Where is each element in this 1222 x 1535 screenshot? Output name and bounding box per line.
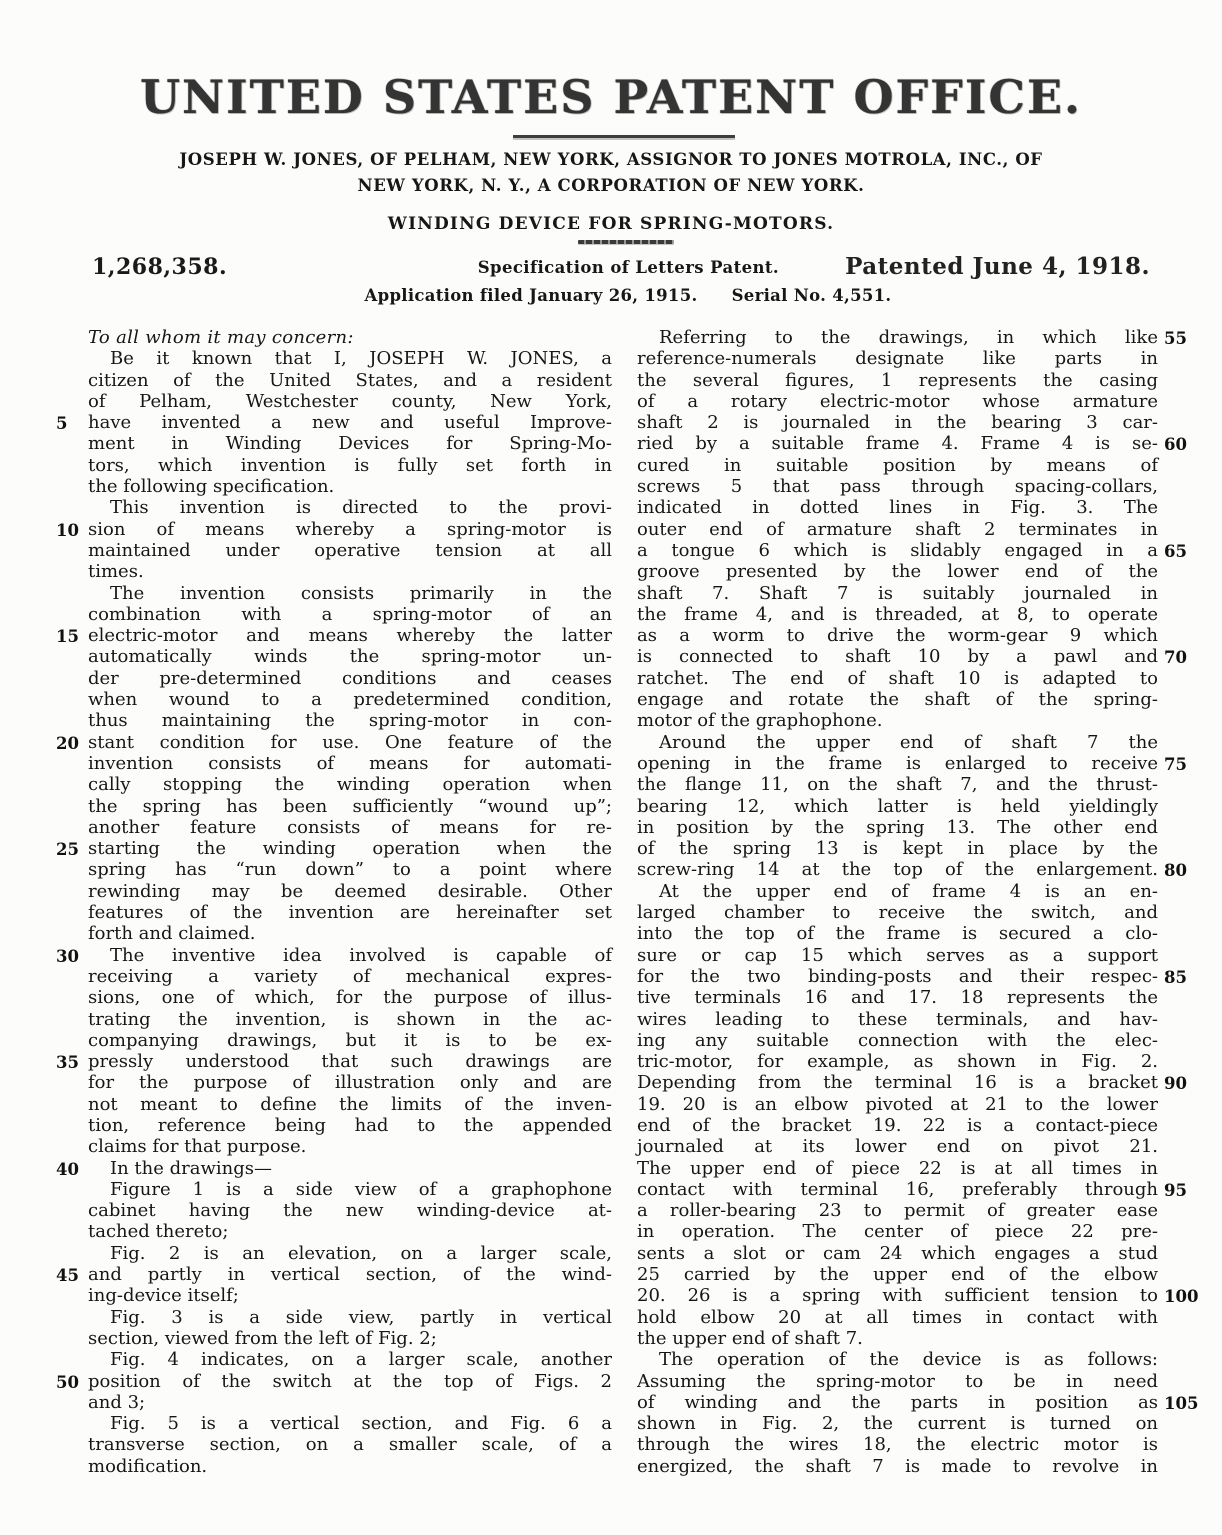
- page-title: UNITED STATES PATENT OFFICE.: [139, 70, 1083, 124]
- line-number: 60: [1164, 435, 1187, 455]
- text-line: tion, reference being had to the appended: [88, 1114, 612, 1136]
- text-line: The operation of the device is as follows:: [659, 1349, 1158, 1371]
- line-number: 90: [1164, 1074, 1187, 1094]
- text-line: To all whom it may concern:: [88, 327, 354, 348]
- text-line: energized, the shaft 7 is made to revolve in: [637, 1455, 1158, 1477]
- application-filed: Application filed January 26, 1915.: [364, 286, 698, 305]
- text-line: tive terminals 16 and 17. 18 represents the: [637, 987, 1158, 1009]
- text-line: wires leading to these terminals, and hav-: [637, 1008, 1158, 1030]
- text-line: tors, which invention is fully set forth in: [88, 454, 612, 476]
- text-line: At the upper end of frame 4 is an en-: [659, 880, 1158, 902]
- text-line: screws 5 that pass through spacing-collars,: [637, 476, 1158, 498]
- text-line: 45 and partly in vertical section, of the wind-: [56, 1264, 612, 1286]
- text-line: of Pelham, Westchester county, New York,: [88, 390, 612, 412]
- text-line: 75 opening in the frame is enlarged to receive: [637, 753, 1158, 774]
- text-line: 35 pressly understood that such drawings are: [56, 1051, 612, 1073]
- text-line: 90 Depending from the terminal 16 is a bracket: [637, 1072, 1158, 1093]
- line-number: 100: [1164, 1287, 1199, 1307]
- text-line: sents a slot or cam 24 which engages a stud: [637, 1242, 1158, 1264]
- text-line: Be it known that I, JOSEPH W. JONES, a: [110, 348, 612, 370]
- text-line: spring has “run down” to a point where: [88, 859, 612, 881]
- text-line: The upper end of piece 22 is at all times in: [637, 1157, 1158, 1179]
- text-line: section, viewed from the left of Fig. 2;: [88, 1327, 437, 1349]
- line-number: 40: [56, 1159, 79, 1179]
- text-line: 20 stant condition for use. One feature of the: [56, 731, 612, 753]
- invention-title: WINDING DEVICE FOR SPRING-MOTORS.: [387, 214, 835, 234]
- text-line: Fig. 4 indicates, on a larger scale, another: [110, 1349, 612, 1371]
- text-line: 19. 20 is an elbow pivoted at 21 to the lower: [637, 1093, 1158, 1115]
- text-line: in position by the spring 13. The other end: [637, 816, 1158, 838]
- text-line: journaled at its lower end on pivot 21.: [637, 1136, 1158, 1158]
- text-line: hold elbow 20 at all times in contact with: [637, 1306, 1158, 1328]
- text-line: into the top of the frame is secured a clo-: [637, 923, 1158, 945]
- text-line: tached thereto;: [88, 1221, 229, 1243]
- text-line: 100 20. 26 is a spring with sufficient tension to: [637, 1285, 1158, 1306]
- line-number: 85: [1164, 967, 1187, 987]
- text-line: bearing 12, which latter is held yieldingly: [637, 795, 1158, 817]
- text-line: 105 of winding and the parts in position as: [637, 1392, 1158, 1413]
- line-number: 35: [56, 1053, 79, 1073]
- text-line: the spring has been sufficiently “wound up”;: [88, 795, 612, 817]
- text-line: shown in Fig. 2, the current is turned on: [637, 1413, 1158, 1435]
- text-line: the several figures, 1 represents the casing: [637, 369, 1158, 391]
- text-line: of a rotary electric-motor whose armature: [637, 390, 1158, 412]
- text-line: a roller-bearing 23 to permit of greater ease: [637, 1200, 1158, 1222]
- text-line: sions, one of which, for the purpose of illus-: [88, 987, 612, 1009]
- text-line: the flange 11, on the shaft 7, and the thrust-: [637, 774, 1158, 796]
- text-line: 95 contact with terminal 16, preferably through: [637, 1179, 1158, 1200]
- text-line: through the wires 18, the electric motor is: [637, 1434, 1158, 1456]
- text-line: the following specification.: [88, 476, 335, 498]
- text-line: 25 carried by the upper end of the elbow: [637, 1264, 1158, 1286]
- text-line: receiving a variety of mechanical expres-: [88, 965, 612, 987]
- line-number: 95: [1164, 1180, 1187, 1200]
- text-line: 30 The inventive idea involved is capable of: [56, 944, 612, 966]
- line-number: 25: [56, 840, 79, 860]
- line-number: 65: [1164, 541, 1187, 561]
- application-row: [0, 286, 1222, 305]
- text-line: cabinet having the new winding-device at-: [88, 1200, 612, 1222]
- specification-label: Specification of Letters Patent.: [477, 258, 780, 277]
- text-line: 5 have invented a new and useful Improve-: [56, 412, 612, 434]
- line-number: 20: [56, 733, 79, 753]
- text-line: cured in suitable position by means of: [637, 454, 1158, 476]
- text-line: forth and claimed.: [88, 923, 256, 945]
- text-line: Around the upper end of shaft 7 the: [659, 731, 1158, 753]
- text-line: another feature consists of means for re-: [88, 816, 612, 838]
- text-line: Fig. 2 is an elevation, on a larger scale,: [110, 1242, 612, 1264]
- patented-date: Patented June 4, 1918.: [845, 253, 1150, 280]
- line-number: 105: [1164, 1393, 1199, 1413]
- text-line: 65 a tongue 6 which is slidably engaged in a: [637, 540, 1158, 561]
- line-number: 50: [56, 1372, 79, 1392]
- text-line: reference-numerals designate like parts in: [637, 348, 1158, 370]
- text-line: the frame 4, and is threaded, at 8, to operate: [637, 603, 1158, 625]
- text-line: features of the invention are hereinafter set: [88, 902, 612, 924]
- text-line: shaft 2 is journaled in the bearing 3 car-: [637, 412, 1158, 434]
- serial-number: Serial No. 4,551.: [731, 286, 892, 305]
- text-line: 60 ried by a suitable frame 4. Frame 4 is se-: [637, 433, 1158, 454]
- text-line: transverse section, on a smaller scale, of a: [88, 1434, 612, 1456]
- text-line: modification.: [88, 1455, 208, 1477]
- text-line: motor of the graphophone.: [637, 710, 883, 732]
- text-line: 40 In the drawings—: [56, 1157, 272, 1179]
- text-line: sure or cap 15 which serves as a support: [637, 944, 1158, 966]
- text-line: thus maintaining the spring-motor in con-: [88, 710, 612, 732]
- text-line: and 3;: [88, 1391, 146, 1413]
- assignor-line-2: NEW YORK, N. Y., A CORPORATION OF NEW YORK.: [357, 176, 865, 195]
- text-line: groove presented by the lower end of the: [637, 561, 1158, 583]
- text-line: maintained under operative tension at all: [88, 539, 612, 561]
- text-line: as a worm to drive the worm-gear 9 which: [637, 625, 1158, 647]
- line-number: 80: [1164, 861, 1187, 881]
- text-line: This invention is directed to the provi-: [110, 497, 612, 519]
- right-column: [637, 327, 1199, 1477]
- left-column: [56, 327, 612, 1477]
- text-line: 25 starting the winding operation when the: [56, 838, 612, 860]
- line-number: 15: [56, 627, 79, 647]
- text-line: shaft 7. Shaft 7 is suitably journaled in: [637, 582, 1158, 604]
- text-line: Fig. 3 is a side view, partly in vertical: [110, 1306, 612, 1328]
- text-line: ing any suitable connection with the elec-: [637, 1029, 1158, 1051]
- text-line: for the purpose of illustration only and are: [88, 1072, 612, 1094]
- text-line: when wound to a predetermined condition,: [88, 689, 612, 711]
- text-line: times.: [88, 561, 144, 583]
- text-line: of the spring 13 is kept in place by the: [637, 838, 1158, 860]
- text-line: Figure 1 is a side view of a graphophone: [110, 1178, 612, 1200]
- text-line: der pre-determined conditions and ceases: [88, 667, 612, 689]
- text-line: companying drawings, but it is to be ex-: [88, 1029, 612, 1051]
- line-number: 30: [56, 946, 79, 966]
- text-line: citizen of the United States, and a resident: [88, 369, 612, 391]
- title-rule-divider: [513, 135, 735, 138]
- text-line: 70 is connected to shaft 10 by a pawl and: [637, 646, 1158, 667]
- assignor-line-1: JOSEPH W. JONES, OF PELHAM, NEW YORK, ASSIGNOR TO JONES MOTROLA, INC., OF: [179, 150, 1043, 169]
- text-line: 15 electric-motor and means whereby the latter: [56, 625, 612, 647]
- text-line: claims for that purpose.: [88, 1136, 307, 1158]
- line-number: 10: [56, 520, 79, 540]
- text-line: cally stopping the winding operation when: [88, 774, 612, 796]
- text-line: 85 for the two binding-posts and their respec-: [637, 966, 1158, 987]
- text-line: not meant to define the limits of the inven-: [88, 1093, 612, 1115]
- text-line: indicated in dotted lines in Fig. 3. The: [637, 497, 1158, 519]
- text-line: engage and rotate the shaft of the spring-: [637, 689, 1158, 711]
- text-line: ratchet. The end of shaft 10 is adapted to: [637, 667, 1158, 689]
- text-line: Fig. 5 is a vertical section, and Fig. 6 a: [110, 1413, 612, 1435]
- line-number: 75: [1164, 754, 1187, 774]
- patent-number: 1,268,358.: [92, 254, 228, 280]
- text-line: The invention consists primarily in the: [110, 582, 612, 604]
- text-line: 10 sion of means whereby a spring-motor is: [56, 518, 612, 540]
- text-line: Assuming the spring-motor to be in need: [637, 1370, 1158, 1392]
- text-line: ment in Winding Devices for Spring-Mo-: [88, 433, 612, 455]
- patent-meta-row: [92, 254, 1150, 284]
- text-line: ing-device itself;: [88, 1285, 239, 1307]
- text-line: 50 position of the switch at the top of Figs. 2: [56, 1370, 612, 1392]
- text-line: outer end of armature shaft 2 terminates in: [637, 518, 1158, 540]
- line-number: 45: [56, 1266, 79, 1286]
- line-number: 5: [56, 414, 68, 434]
- text-line: combination with a spring-motor of an: [88, 603, 612, 625]
- text-line: tric-motor, for example, as shown in Fig. 2.: [637, 1051, 1158, 1073]
- text-line: 55 Referring to the drawings, in which like: [637, 327, 1158, 348]
- section-divider: [578, 240, 674, 244]
- text-line: automatically winds the spring-motor un-: [88, 646, 612, 668]
- text-line: 80 screw-ring 14 at the top of the enlargement.: [637, 859, 1158, 880]
- line-number: 55: [1164, 329, 1187, 348]
- text-line: trating the invention, is shown in the ac-: [88, 1008, 612, 1030]
- text-line: larged chamber to receive the switch, and: [637, 902, 1158, 924]
- text-line: the upper end of shaft 7.: [637, 1327, 863, 1349]
- text-line: rewinding may be deemed desirable. Other: [88, 880, 612, 902]
- text-line: in operation. The center of piece 22 pre-: [637, 1221, 1158, 1243]
- text-line: end of the bracket 19. 22 is a contact-piece: [637, 1114, 1158, 1136]
- line-number: 70: [1164, 648, 1187, 668]
- text-line: invention consists of means for automati-: [88, 752, 612, 774]
